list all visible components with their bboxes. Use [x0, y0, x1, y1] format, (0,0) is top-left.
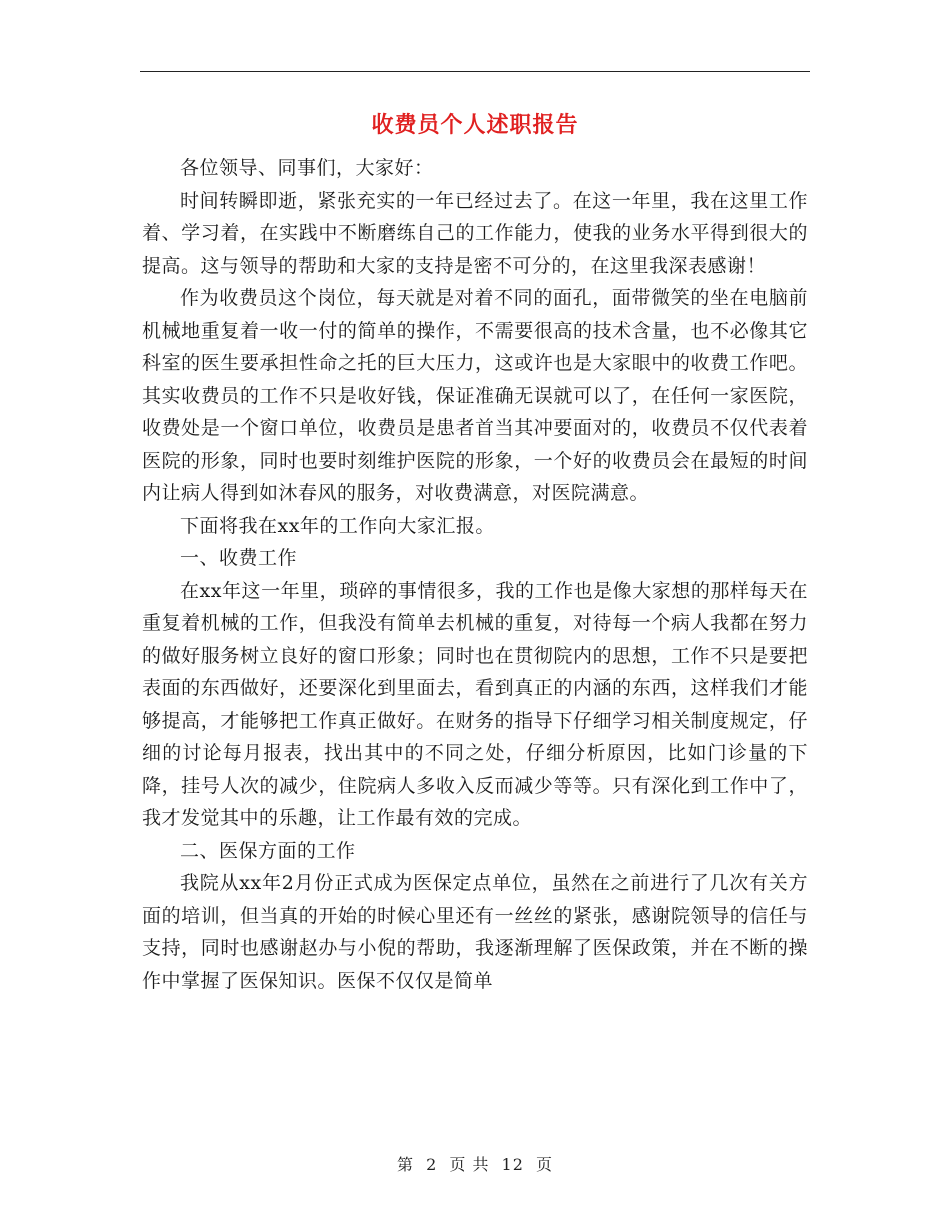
paragraph-role: 作为收费员这个岗位，每天就是对着不同的面孔，面带微笑的坐在电脑前机械地重复着一收一付的简单的操作，不需要很高的技术含量，也不必像其它科室的医生要承担性命之托的巨大压力，这或许也是大家眼中的收费工作吧。其实收费员的工作不只是收好钱，保证准确无误就可以了，在任何一家医院，收费处是一个窗口单位，收费员是患者首当其冲要面对的，收费员不仅代表着医院的形象，同时也要时刻维护医院的形象，一个好的收费员会在最短的时间内让病人得到如沐春风的服务，对收费满意，对医院满意。 [142, 287, 808, 504]
footer-prefix: 第 [396, 1155, 414, 1174]
page-footer [0, 1152, 950, 1175]
footer-suffix: 页 [536, 1155, 554, 1174]
paragraph-fees: 在xx年这一年里，琐碎的事情很多，我的工作也是像大家想的那样每天在重复着机械的工作，但我没有简单去机械的重复，对待每一个病人我都在努力的做好服务树立良好的窗口形象；同时也在贯彻院内的思想，工作不只是要把表面的东西做好，还要深化到里面去，看到真正的内涵的东西，这样我们才能够提高，才能够把工作真正做好。在财务的指导下仔细学习相关制度规定，仔细的讨论每月报表，找出其中的不同之处，仔细分析原因，比如门诊量的下降，挂号人次的减少，住院病人多收入反而减少等等。只有深化到工作中了，我才发觉其中的乐趣，让工作最有效的完成。 [142, 579, 808, 829]
paragraph-insurance: 我院从xx年2月份正式成为医保定点单位，虽然在之前进行了几次有关方面的培训，但当真的开始的时候心里还有一丝丝的紧张，感谢院领导的信任与支持，同时也感谢赵办与小倪的帮助，我逐渐理解了医保政策，并在不断的操作中掌握了医保知识。医保不仅仅是简单 [142, 872, 808, 992]
paragraph-greeting: 各位领导、同事们，大家好： [180, 157, 434, 179]
document-body [142, 152, 808, 997]
header-rule [140, 71, 810, 72]
section-heading-fees: 一、收费工作 [180, 547, 298, 569]
paragraph-intro: 时间转瞬即逝，紧张充实的一年已经过去了。在这一年里，我在这里工作着、学习着，在实践中不断磨练自己的工作能力，使我的业务水平得到很大的提高。这与领导的帮助和大家的支持是密不可分的，在这里我深表感谢！ [142, 189, 808, 277]
paragraph-report-lead: 下面将我在xx年的工作向大家汇报。 [180, 514, 495, 537]
footer-total-pages: 12 [501, 1155, 524, 1174]
section-heading-insurance: 二、医保方面的工作 [180, 839, 356, 862]
document-title: 收费员个人述职报告 [371, 112, 579, 138]
footer-current-page: 2 [426, 1155, 438, 1174]
footer-middle: 页 共 [449, 1155, 490, 1174]
